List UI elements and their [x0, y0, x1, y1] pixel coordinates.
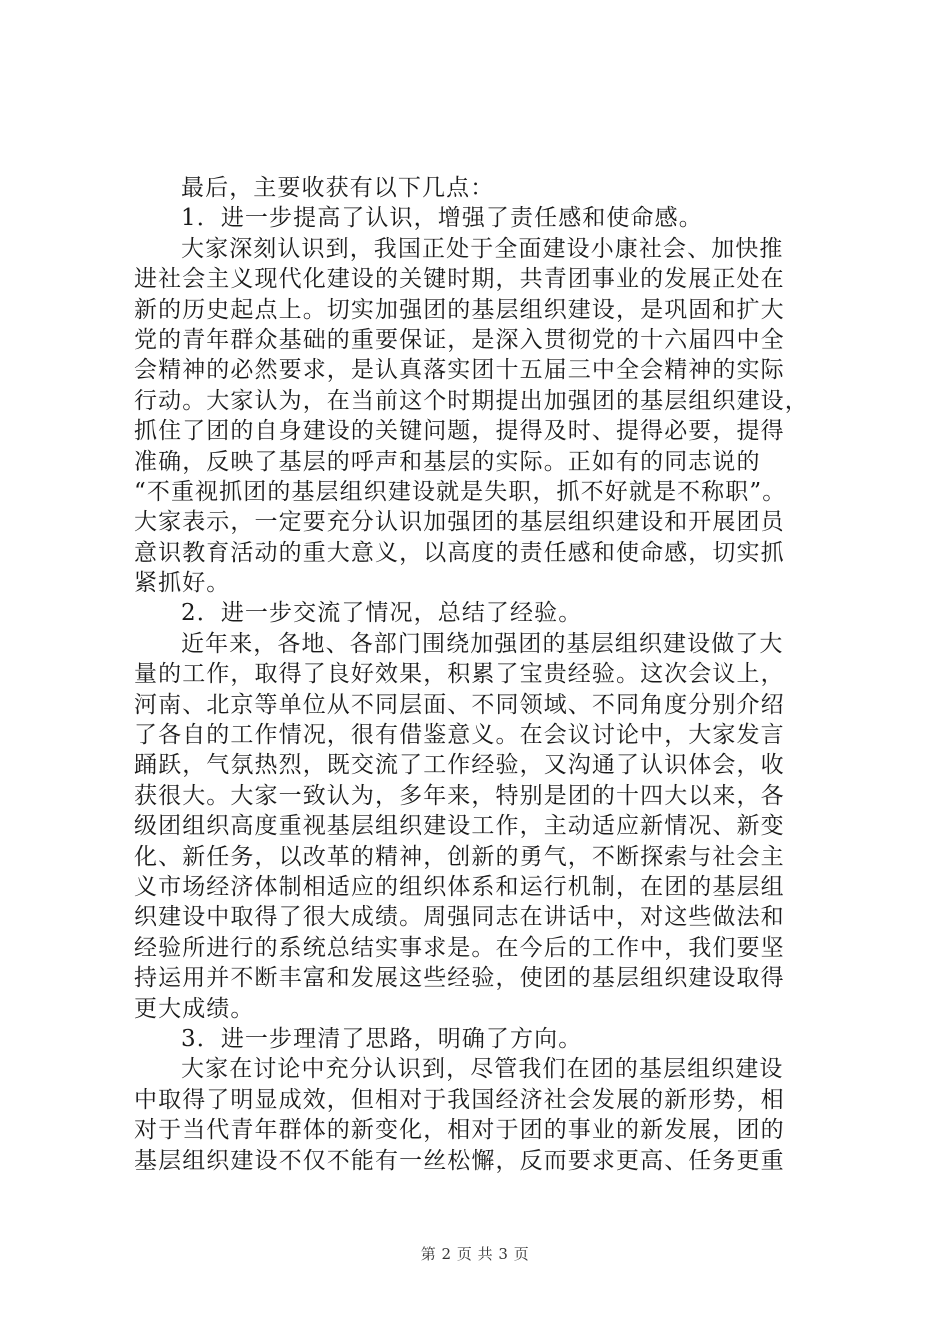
text-line: 经验所进行的系统总结实事求是。在今后的工作中，我们要坚 — [134, 934, 785, 961]
text-line: 抓住了团的自身建设的关键问题，提得及时、提得必要，提得 — [134, 418, 785, 445]
text-line: 准确，反映了基层的呼声和基层的实际。正如有的同志说的 — [134, 448, 761, 475]
text-line: 更大成绩。 — [134, 995, 255, 1022]
text-line: 大家表示，一定要充分认识加强团的基层组织建设和开展团员 — [134, 509, 785, 536]
text-line: 大家深刻认识到，我国正处于全面建设小康社会、加快推 — [181, 235, 784, 262]
text-line: 级团组织高度重视基层组织建设工作，主动适应新情况、新变 — [134, 813, 785, 840]
text-line: 化、新任务，以改革的精神，创新的勇气，不断探索与社会主 — [134, 843, 785, 870]
text-line: 最后，主要收获有以下几点： — [181, 175, 495, 201]
text-line: 近年来，各地、各部门围绕加强团的基层组织建设做了大 — [181, 630, 784, 657]
text-line: 持运用并不断丰富和发展这些经验，使团的基层组织建设取得 — [134, 965, 785, 992]
text-line: 踊跃，气氛热烈，既交流了工作经验，又沟通了认识体会，收 — [134, 752, 785, 779]
text-line: 1．进一步提高了认识，增强了责任感和使命感。 — [181, 205, 703, 232]
text-line: “不重视抓团的基层组织建设就是失职，抓不好就是不称职”。 — [134, 478, 787, 505]
text-line: 意识教育活动的重大意义，以高度的责任感和使命感，切实抓 — [134, 539, 785, 566]
text-line: 进社会主义现代化建设的关键时期，共青团事业的发展正处在 — [134, 266, 785, 293]
text-line: 会精神的必然要求，是认真落实团十五届三中全会精神的实际 — [134, 357, 785, 384]
text-line: 中取得了明显成效，但相对于我国经济社会发展的新形势，相 — [134, 1086, 785, 1113]
text-line: 紧抓好。 — [134, 570, 231, 597]
text-line: 获很大。大家一致认为，多年来，特别是团的十四大以来，各 — [134, 782, 785, 809]
text-line: 党的青年群众基础的重要保证，是深入贯彻党的十六届四中全 — [134, 326, 785, 353]
text-line: 行动。大家认为，在当前这个时期提出加强团的基层组织建设， — [134, 387, 809, 414]
text-line: 义市场经济体制相适应的组织体系和运行机制，在团的基层组 — [134, 873, 785, 900]
text-line: 新的历史起点上。切实加强团的基层组织建设，是巩固和扩大 — [134, 296, 785, 323]
text-line: 了各自的工作情况，很有借鉴意义。在会议讨论中，大家发言 — [134, 722, 785, 749]
text-line: 2．进一步交流了情况，总结了经验。 — [181, 600, 583, 627]
page-footer: 第 2 页 共 3 页 — [420, 1245, 530, 1263]
text-line: 基层组织建设不仅不能有一丝松懈，反而要求更高、任务更重 — [134, 1147, 785, 1174]
text-line: 大家在讨论中充分认识到，尽管我们在团的基层组织建设 — [181, 1056, 784, 1083]
text-line: 3．进一步理清了思路，明确了方向。 — [181, 1025, 583, 1052]
text-line: 量的工作，取得了良好效果，积累了宝贵经验。这次会议上， — [134, 661, 785, 688]
text-line: 对于当代青年群体的新变化，相对于团的事业的新发展，团的 — [134, 1117, 785, 1144]
text-line: 织建设中取得了很大成绩。周强同志在讲话中，对这些做法和 — [134, 904, 785, 931]
text-line: 河南、北京等单位从不同层面、不同领域、不同角度分别介绍 — [134, 691, 785, 718]
document-body — [134, 173, 834, 1176]
